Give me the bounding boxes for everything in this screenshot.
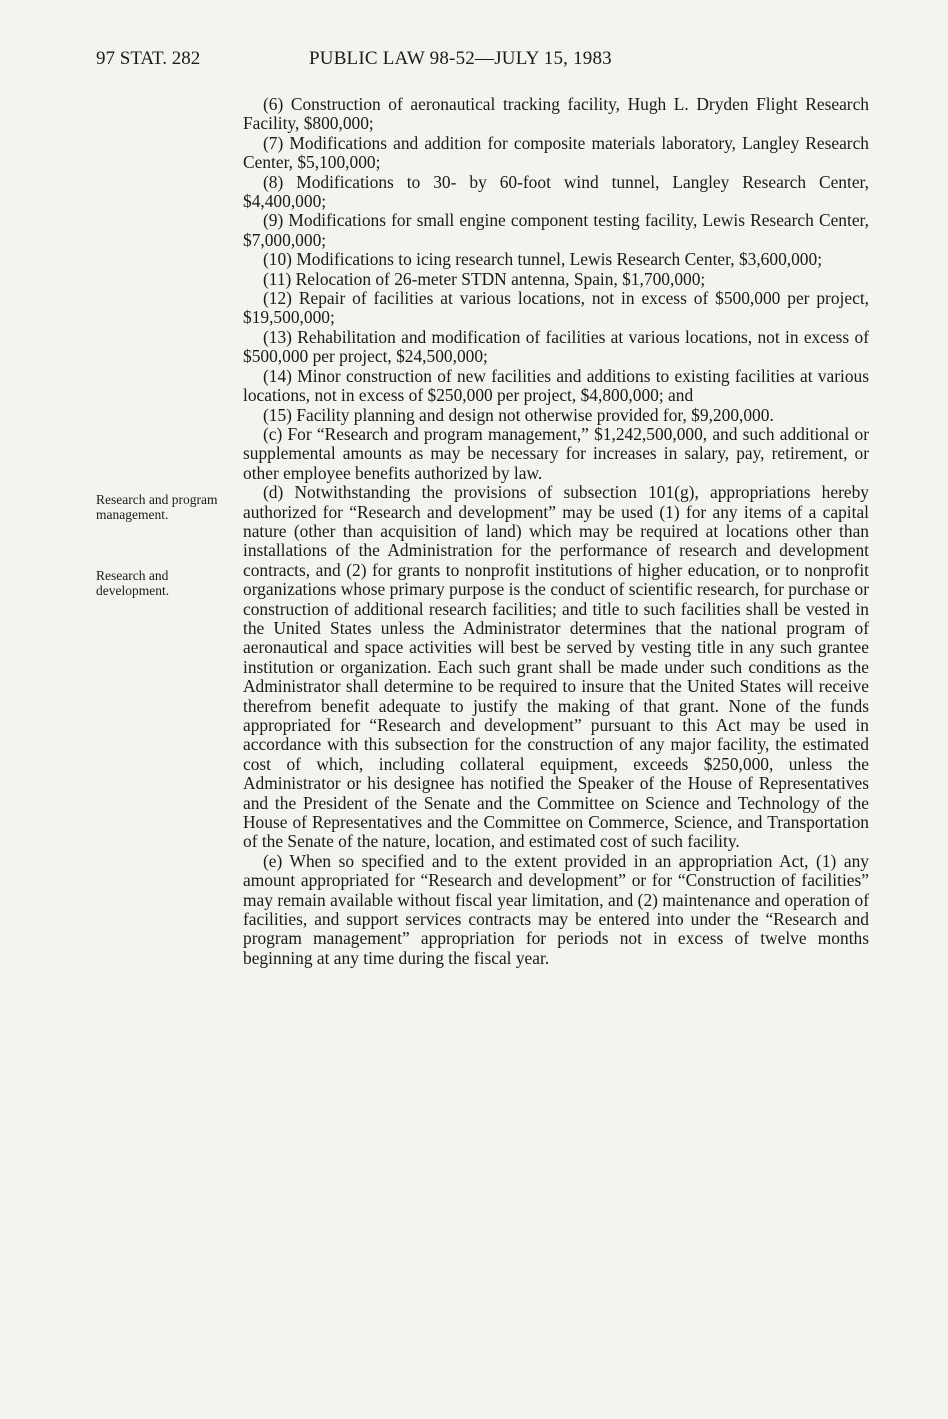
stat-reference: 97 STAT. 282 xyxy=(96,48,201,69)
paragraph-d: (d) Notwithstanding the provisions of subsection 101(g), appropriations hereby authorized for “Research and development” may be used (1) for any items of a capital nature (other than acquisition of land) which may be required at locations other than installations of the Administration for the performance of research and development contracts, and (2) for grants to nonprofit institutions of higher education, or to nonprofit organizations whose primary purpose is the conduct of scientific research, for purchase or construction of additional research facilities; and title to such facilities shall be vested in the United States unless the Administrator determines that the national program of aeronautical and space activities will best be served by vesting title in any such grantee institution or organization. Each such grant shall be made under such conditions as the Administrator shall determine to be required to insure that the United States will receive therefrom benefit adequate to justify the making of that grant. None of the funds appropriated for “Research and development” pursuant to this Act may be used in accordance with this subsection for the construction of any major facility, the estimated cost of which, including collateral equipment, exceeds $250,000, unless the Administrator or his designee has notified the Speaker of the House of Representatives and the President of the Senate and the Committee on Science and Technology of the House of Representatives and the Committee on Commerce, Science, and Transportation of the Senate of the nature, location, and estimated cost of such facility. xyxy=(243,482,869,852)
list-item-7: (7) Modifications and addition for composite materials laboratory, Langley Research Center, $5,100,000; xyxy=(243,132,869,173)
margin-note-research-program-management: Research and program management. xyxy=(96,492,218,522)
list-item-10: (10) Modifications to icing research tunnel, Lewis Research Center, $3,600,000; xyxy=(263,249,823,270)
paragraph-e: (e) When so specified and to the extent provided in an appropriation Act, (1) any amount appropriated for “Research and development” or for “Construction of facilities” may remain available without fiscal year limitation, and (2) maintenance and operation of facilities, and support services contracts may be entered into under the “Research and program management” appropriation for periods not in excess of twelve months beginning at any time during the fiscal year. xyxy=(243,850,869,968)
page-header xyxy=(96,48,776,78)
paragraph-c: (c) For “Research and program management,” $1,242,500,000, and such additional or supplemental amounts as may be necessary for increases in salary, pay, retirement, or other employee benefits authorized by law. xyxy=(243,423,869,483)
list-item-11: (11) Relocation of 26-meter STDN antenna, Spain, $1,700,000; xyxy=(263,268,706,289)
list-item-15: (15) Facility planning and design not otherwise provided for, $9,200,000. xyxy=(263,404,774,425)
list-item-6: (6) Construction of aeronautical tracking facility, Hugh L. Dryden Flight Research Facility, $800,000; xyxy=(243,94,869,134)
margin-note-research-development: Research and development. xyxy=(96,568,170,598)
list-item-13: (13) Rehabilitation and modification of facilities at various locations, not in excess of $500,000 per project, $24,500,000; xyxy=(243,326,869,367)
list-item-12: (12) Repair of facilities at various locations, not in excess of $500,000 per project, $19,500,000; xyxy=(243,288,869,328)
list-item-8: (8) Modifications to 30- by 60-foot wind tunnel, Langley Research Center, $4,400,000; xyxy=(243,171,869,212)
body-text xyxy=(243,95,869,968)
list-item-14: (14) Minor construction of new facilities and additions to existing facilities at various locations, not in excess of $250,000 per project, $4,800,000; and xyxy=(243,365,869,406)
law-title: PUBLIC LAW 98-52—JULY 15, 1983 xyxy=(309,48,612,69)
list-item-9: (9) Modifications for small engine component testing facility, Lewis Research Center, $7,000,000; xyxy=(243,210,869,250)
